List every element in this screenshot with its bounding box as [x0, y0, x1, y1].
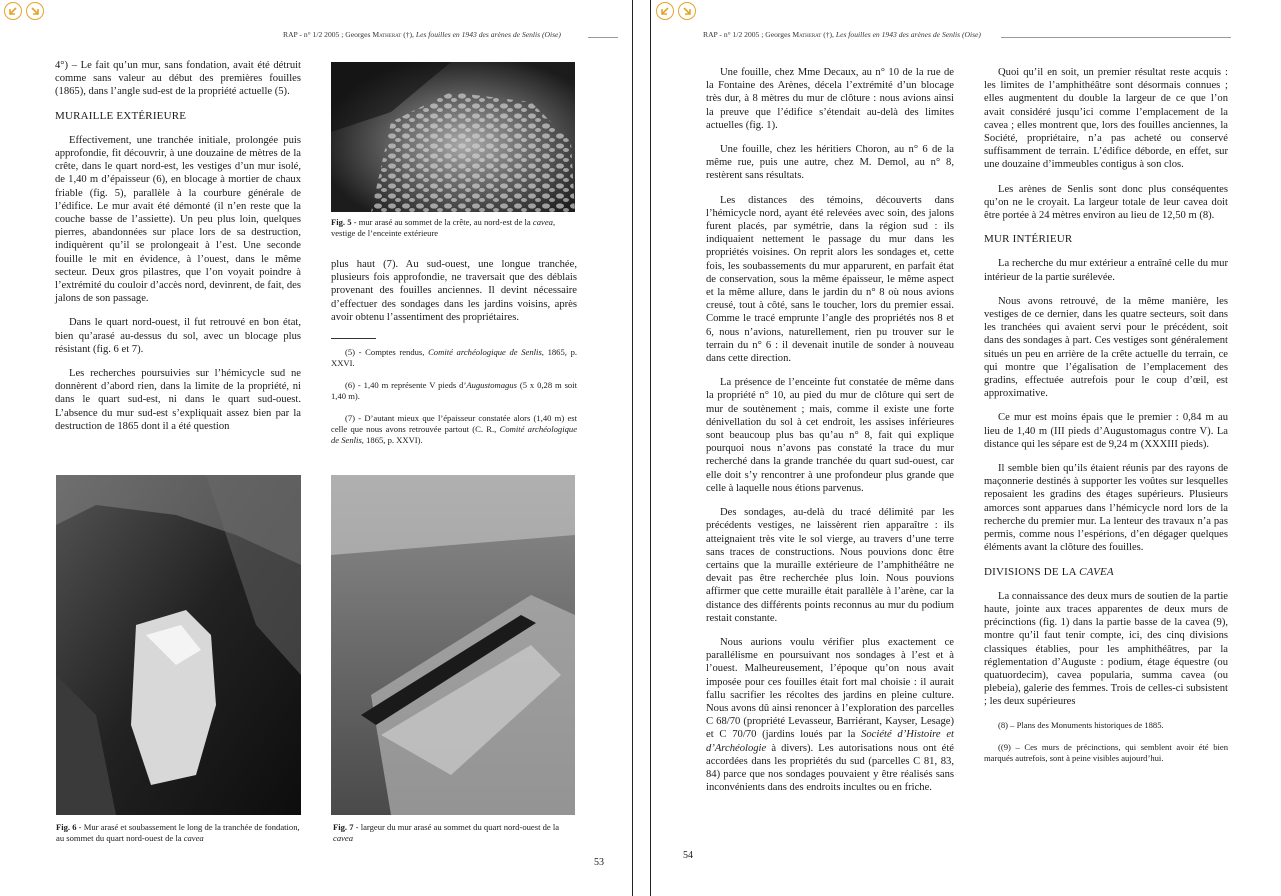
- section-heading: MURAILLE EXTÉRIEURE: [55, 109, 187, 122]
- caption-text: , vestige de l’enceinte extérieure: [331, 217, 556, 238]
- paragraph: La présence de l’enceinte fut constatée de même dans la propriété n° 10, au pied du mur de clôture qui sert de mur de soutènement ; mais, comme il existe une forte dénivellation du sol à cet endroit, les assises inférieures sont beaucoup plus bas qu’au n° 8, fait qui explique pourquoi nous n’avons pas constaté la trace du mur recherché dans la grande tranchée du quart sud-ouest, car elle doit s’y rencontrer à une profondeur plus grande que celle à laquelle nous étions parvenus.: [706, 377, 954, 494]
- caption-italic: cavea: [532, 217, 553, 227]
- paragraph: Les recherches poursuivies sur l’hémicycle sud ne donnèrent d’abord rien, dans la limite de la propriété, ni dans le quart sud-est, ni dans le quart sud-ouest. L’absence du mur sud-est s’expliquait assez bien par la destruction de 1865 dont il a été question: [55, 368, 301, 432]
- left-column-1: [55, 59, 301, 444]
- figure-label: Fig. 7: [333, 822, 354, 832]
- section-heading: DIVISIONS DE LA CAVEA: [984, 565, 1114, 578]
- header-rule: [588, 37, 618, 38]
- next-page-button[interactable]: [26, 2, 44, 20]
- caption-italic: cavea: [183, 833, 204, 843]
- prev-page-icon: [659, 5, 671, 17]
- next-page-icon: [29, 5, 41, 17]
- prev-page-icon: [7, 5, 19, 17]
- footnote-5: (5) - Comptes rendus, Comité archéologique de Senlis, 1865, p. XXVI.: [331, 347, 578, 369]
- author-dagger: (†),: [821, 30, 836, 39]
- paragraph: Il semble bien qu’ils étaient réunis par des rayons de maçonnerie destinés à supporter les voûtes sur lesquelles reposaient les gradins des étages supérieurs. Plusieurs amorces sont apparues dans l’hémicycle nord lors de la recherche du premier mur. La lenteur des travaux n’a pas permis, comme nous l’espérions, d’en dégager quelques éléments avant la clôture des fouilles.: [984, 463, 1228, 554]
- footnote-rule: [331, 338, 376, 339]
- page-right: [651, 0, 1281, 896]
- page-left: [0, 0, 632, 896]
- figure-7-photo: [331, 475, 575, 815]
- journal-ref: RAP - n° 1/2 2005 ; Georges: [703, 30, 793, 39]
- article-title: Les fouilles en 1943 des arènes de Senlis (Oise): [835, 30, 981, 39]
- paragraph: Une fouille, chez Mme Decaux, au n° 10 de la rue de la Fontaine des Arènes, décela l’extrémité d’un blocage très dur, à 8 mètres du mur de clôture : nous avions ainsi la preuve que l’édifice s’étendait au-delà des limites actuelles (fig. 1).: [706, 67, 954, 131]
- page-edge: [632, 0, 633, 896]
- nav-buttons: [656, 2, 696, 20]
- caption-italic: cavea: [333, 833, 354, 843]
- paragraph: Les arènes de Senlis sont donc plus conséquentes qu’on ne le croyait. La largeur totale de leur cavea doit être portée à 24 mètres environ au lieu de 12,50 m (8).: [984, 183, 1228, 222]
- paragraph: La connaissance des deux murs de soutien de la partie haute, jointe aux traces apparentes de deux murs de précinctions (fig. 1) dans la partie basse de la cavea (9), montre qu’il faut tenir compte, ici, des cinq divisions classiques établies, pour les amphithéâtres, par la réglementation d’Auguste : podium, étage équestre (ou quatuordecim), cavea popularia, summa cavea (ou plebeia), galerie des femmes. Trois de celles-ci subsistent ; les deux supérieures: [984, 590, 1228, 708]
- paragraph: 4°) – Le fait qu’un mur, sans fondation, avait été détruit comme sans valeur au début des premières fouilles (1865), dans l’angle sud-est de la propriété actuelle (5).: [55, 60, 301, 98]
- figure-6-photo: [56, 475, 301, 815]
- paragraph: Une fouille, chez les héritiers Choron, au n° 6 de la même rue, puis une autre, chez M. Demol, au n° 8, restèrent sans résultats.: [706, 144, 954, 182]
- left-column-2: [331, 258, 577, 457]
- figure-7-caption: [333, 822, 579, 844]
- paragraph: Quoi qu’il en soit, un premier résultat reste acquis : les limites de l’amphithéâtre sont désormais connues ; elles augmentent du double la largeur de ce que l’on avait considéré jusqu’ici comme l’emplacement de la cavea ; elles montrent que, lors des fouilles anciennes, la Société, propriétaire, n’a pas acheté ou conservé suffisamment de terrain. L’édifice déborde, en effet, sur une douzaine d’immeubles contigus à son clos.: [984, 67, 1228, 171]
- paragraph: Nous avons retrouvé, de la même manière, les vestiges de ce dernier, dans les quatre secteurs, soit dans les tranchées qui avaient servi pour le précédent, soit dans des sondages à part. Ces vestiges sont généralement situés un peu en arrière de la crête actuelle du terrain, ce qui montre que l’égalisation de l’emplacement des gradins, effectuée autrefois pour le coup d’œil, est approximative.: [984, 295, 1228, 400]
- caption-text: - Mur arasé et soubassement le long de la tranchée de fondation, au sommet du quart nord-ouest de la: [56, 822, 300, 843]
- running-head: [703, 30, 981, 39]
- paragraph: Effectivement, une tranchée initiale, prolongée puis approfondie, fit découvrir, à une douzaine de mètres de la crête, dans le quart nord-est, les vestiges d’un mur isolé, de 1,40 m d’épaisseur (6), en blocage à mortier de chaux friable (fig. 5), parallèle à la courbure générale de l’édifice. Le mur avait été démonté (il n’en reste que la couche basse de l’assiette). Un peu plus loin, quelques pierres, abandonnées sur place lors de sa destruction, indiquèrent qu’il se prolongeait à l’est. Une seconde fouille le mit en évidence, à l’ouest, dans le même secteur. Deux gros pilastres, que l’on voyait poindre à l’extrémité du couloir d’accès nord, devinrent, de fait, des jalons de son passage.: [55, 134, 301, 305]
- figure-label: Fig. 5: [331, 217, 352, 227]
- author-dagger: (†),: [401, 30, 416, 39]
- journal-ref: RAP - n° 1/2 2005 ; Georges: [283, 30, 373, 39]
- author-name: Matherat: [792, 30, 822, 39]
- footnote-7: (7) - D’autant mieux que l’épaisseur constatée alors (1,40 m) est celle que nous avons retrouvée partout (C. R., Comité archéologique de Senlis, 1865, p. XXVI).: [331, 413, 578, 446]
- figure-5-photo: [331, 62, 575, 212]
- article-title: Les fouilles en 1943 des arènes de Senlis (Oise): [415, 30, 561, 39]
- running-head: [283, 30, 561, 39]
- header-rule: [1001, 37, 1231, 38]
- gutter: [632, 0, 651, 896]
- next-page-icon: [681, 5, 693, 17]
- figure-6-caption: [56, 822, 306, 844]
- footnote-6: (6) - 1,40 m représente V pieds d’Augustomagus (5 x 0,28 m soit 1,40 m).: [331, 380, 577, 402]
- right-column-2: [984, 66, 1228, 775]
- prev-page-button[interactable]: [656, 2, 674, 20]
- paragraph: Nous aurions voulu vérifier plus exactement ce parallélisme en poursuivant nos sondages à l’est et à l’ouest. Malheureusement, l’époque qu’on nous avait imposée pour ces fouilles était fort mal choisie : il aurait fallu sacrifier les récoltes des jardins en pleine culture. Nous avons dû ainsi renoncer à l’exploration des parcelles C 68/70 (propriété Levasseur, Barriérant, Kayser, Lesage) et C 70/70 (jardins loués par la Société d’Histoire et d’Archéologie à divers). Les autorisations nous ont été accordées dans les propriétés du sud (parcelles C 81, 83, 84) parce que nos sondages pouvaient y être réalisés sans inconvénients dans des endroits incultes ou en friche.: [706, 636, 954, 794]
- figure-5-caption: [331, 217, 577, 239]
- paragraph: Ce mur est moins épais que le premier : 0,84 m au lieu de 1,40 m (III pieds d’Augustomagus contre V). La distance qui les sépare est de 9,24 m (XXXIII pieds).: [984, 412, 1228, 450]
- footnote-9: ((9) – Ces murs de précinctions, qui semblent avoir été bien marqués autrefois, sont à peine visibles aujourd’hui.: [984, 741, 1228, 763]
- prev-page-button[interactable]: [4, 2, 22, 20]
- section-heading: MUR INTÉRIEUR: [984, 233, 1073, 246]
- caption-text: - largeur du mur arasé au sommet du quart nord-ouest de la: [353, 822, 560, 832]
- author-name: Matherat: [372, 30, 402, 39]
- paragraph: Dans le quart nord-ouest, il fut retrouvé en bon état, bien qu’arasé au-dessus du sol, avec un blocage plus résistant (fig. 6 et 7).: [55, 317, 301, 355]
- nav-buttons: [4, 2, 44, 20]
- paragraph: plus haut (7). Au sud-ouest, une longue tranchée, plusieurs fois approfondie, ne traversait que des déblais provenant des fouilles anciennes. Il devint nécessaire d’effectuer des sondages dans les jardins voisins, après avoir obtenu l’assentiment des propriétaires.: [331, 259, 577, 323]
- paragraph: Les distances des témoins, découverts dans l’hémicycle nord, ayant été relevées avec soin, des jalons furent placés, par symétrie, dans la région sud : ils indiquaient nettement le passage du mur dans les propriétés voisines. On reprit alors les sondages et, cette fois, les soubassements du mur apparurent, en parfait état de conservation, sous la même épaisseur, le même aspect et la même allure, dans le jardin du n° 8 où nous avions creusé, tout à côté, sans le toucher, lors du premier essai. Comme le tracé emprunte l’angle des propriétés nos 8 et 6, nous n’avions, naturellement, rien pu trouver sur le terrain du n° 6 : il devenait inutile de sonder à nouveau dans cette direction.: [706, 194, 954, 365]
- next-page-button[interactable]: [678, 2, 696, 20]
- page-number: 54: [683, 850, 693, 861]
- footnote-8: (8) – Plans des Monuments historiques de 1885.: [998, 719, 1164, 730]
- caption-text: - mur arasé au sommet de la crête, au nord-est de la: [351, 217, 533, 227]
- figure-label: Fig. 6: [56, 822, 77, 832]
- paragraph: Des sondages, au-delà du tracé délimité par les précédents vestiges, ne laissèrent rien apparaître : ils atteignaient très vite le sol vierge, au travers d’une terre sans traces de constructions. Nous pouvions donc être certains que la muraille extérieure de l’amphithéâtre ne devait pas être recherchée plus loin. Nous pouvions affirmer que cette muraille était parallèle à l’arène, car la distance des différents points reconnus au mur du podium restait constante.: [706, 507, 954, 624]
- right-column-1: [706, 66, 954, 805]
- paragraph: La recherche du mur extérieur a entraîné celle du mur intérieur de la partie surélevée.: [984, 258, 1228, 283]
- page-number: 53: [594, 857, 604, 868]
